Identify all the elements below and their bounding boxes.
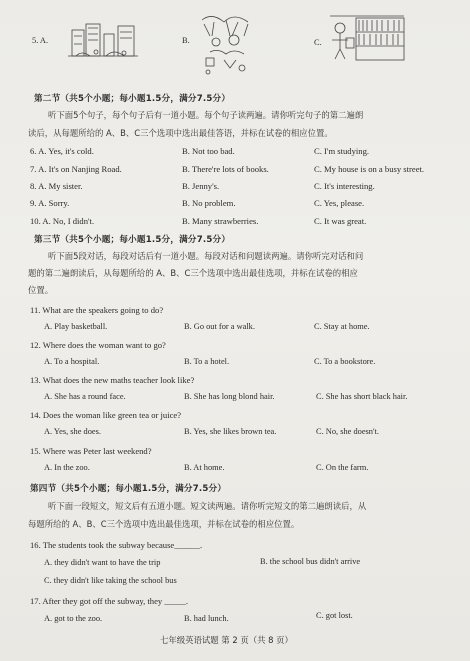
section4-instructions-line2: 每题所给的 A、B、C三个选项中选出最佳选项，并标在试卷的相应位置。 [28,519,300,529]
q12-option-a: A. To a hospital. [44,357,100,366]
picture-b-label: B. [182,36,190,45]
q12-stem: 12. Where does the woman want to go? [30,340,166,350]
q9-option-b: B. No problem. [182,198,236,208]
section2-instructions-line2: 读后，从每题所给的 A、B、C三个选项中选出最佳答语，并标在试卷的相应位置。 [28,128,333,138]
q17-option-c: C. got lost. [316,611,353,620]
q17-option-a: A. got to the zoo. [44,614,103,623]
q15-stem: 15. Where was Peter last weekend? [30,446,152,456]
city-street-scene-icon [66,16,140,62]
q15-option-b: B. At home. [184,463,225,472]
section4-instructions-line1: 听下面一段短文，短文后有五道小题。短文读两遍。请你听完短文的第二遍朗读后，从 [48,501,367,511]
q9-option-a: 9. A. Sorry. [30,198,70,208]
q13-option-c: C. She has short black hair. [316,392,408,401]
q8-option-c: C. It's interesting. [314,181,375,191]
q15-option-a: A. In the zoo. [44,463,90,472]
q8-option-b: B. Jenny's. [182,181,220,191]
section2-instructions-line1: 听下面5个句子，每个句子后有一道小题。每个句子读两遍。请你听完句子的第二遍朗 [48,110,364,120]
section2-heading: 第二节（共5个小题；每小题1.5分，满分7.5分） [34,94,231,104]
section3-instructions-line3: 位置。 [28,285,54,295]
q10-option-a: 10. A. No, I didn't. [30,216,95,226]
q7-option-c: C. My house is on a busy street. [314,164,425,174]
q14-stem: 14. Does the woman like green tea or juice? [30,410,182,420]
q11-option-a: A. Play basketball. [44,322,108,331]
q12-option-b: B. To a hotel. [184,357,230,366]
section3-instructions-line1: 听下面5段对话，每段对话后有一道小题。每段对话和问题读两遍。请你听完对话和问 [48,251,364,261]
q16-option-c: C. they didn't like taking the school bus [44,576,177,585]
q14-option-b: B. Yes, she likes brown tea. [184,427,277,436]
q7-option-a: 7. A. It's on Nanjing Road. [30,164,122,174]
picture-a-label: 5. A. [32,36,49,45]
q17-option-b: B. had lunch. [184,614,229,623]
q8-option-a: 8. A. My sister. [30,181,83,191]
q6-option-a: 6. A. Yes, it's cold. [30,146,94,156]
section3-instructions-line2: 题的第二遍朗读后，从每题所给的 A、B、C三个选项中选出最佳选项，并标在试卷的相应 [28,268,358,278]
q7-option-b: B. There're lots of books. [182,164,269,174]
page-footer: 七年级英语试题 第 2 页（共 8 页） [160,635,293,645]
q16-stem: 16. The students took the subway because______. [30,540,203,550]
q6-option-b: B. Not too bad. [182,146,235,156]
q9-option-c: C. Yes, please. [314,198,365,208]
bookstore-shelf-scene-icon [326,10,408,64]
q16-option-a: A. they didn't want to have the trip [44,558,161,567]
q13-option-a: A. She has a round face. [44,392,126,401]
q11-option-b: B. Go out for a walk. [184,322,255,331]
q13-stem: 13. What does the new maths teacher look like? [30,375,195,385]
q16-option-b: B. the school bus didn't arrive [260,557,361,566]
section4-heading: 第四节（共5个小题；每小题1.5分，满分7.5分） [30,484,227,494]
messy-room-scene-icon [196,10,258,76]
q10-option-c: C. It was great. [314,216,367,226]
q10-option-b: B. Many strawberries. [182,216,259,226]
q15-option-c: C. On the farm. [316,463,369,472]
q12-option-c: C. To a bookstore. [314,357,376,366]
section3-heading: 第三节（共5个小题；每小题1.5分，满分7.5分） [34,235,231,245]
q14-option-a: A. Yes, she does. [44,427,101,436]
q11-option-c: C. Stay at home. [314,322,370,331]
q13-option-b: B. She has long blond hair. [184,392,275,401]
picture-c-label: C. [314,38,322,47]
q14-option-c: C. No, she doesn't. [316,427,379,436]
q6-option-c: C. I'm studying. [314,146,370,156]
q17-stem: 17. After they got off the subway, they _____. [30,596,189,606]
q11-stem: 11. What are the speakers going to do? [30,305,164,315]
